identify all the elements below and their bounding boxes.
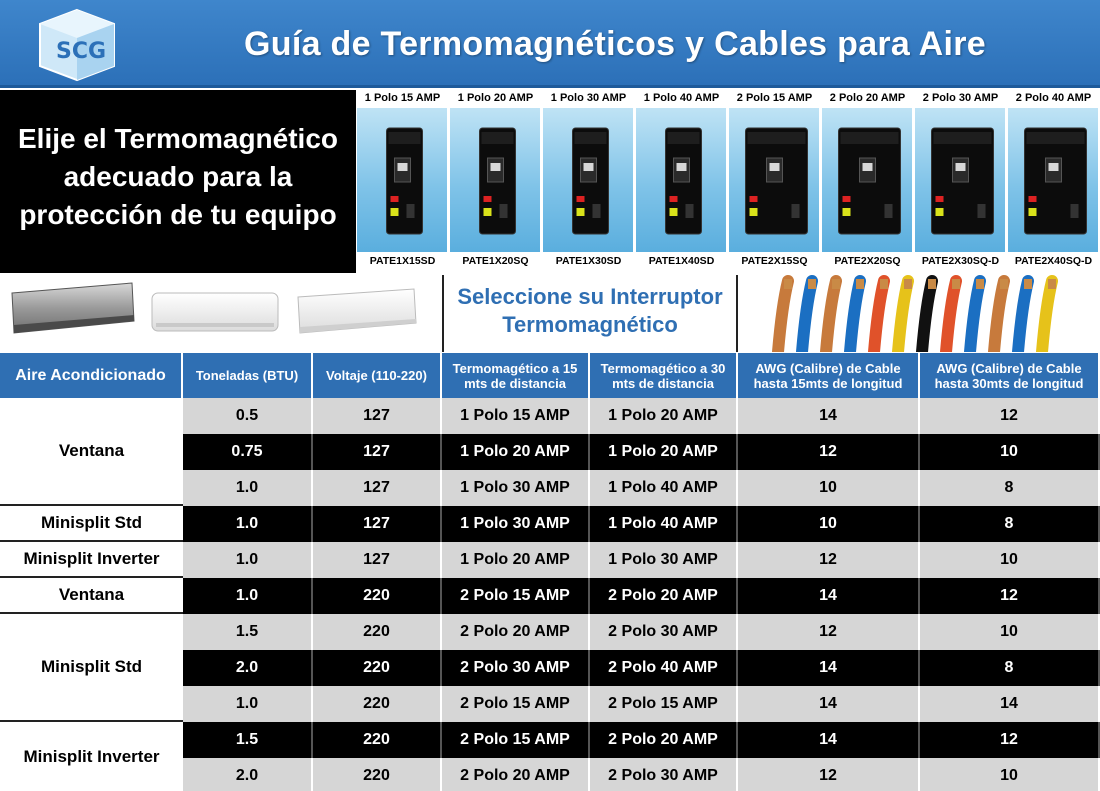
breaker-photo [1008, 108, 1099, 252]
breaker-30m-cell: 1 Polo 20 AMP [590, 434, 738, 470]
breaker-label: 2 Polo 20 AMP [829, 92, 906, 104]
header-banner [0, 0, 1100, 88]
voltage-cell: 127 [313, 470, 442, 506]
table-row [183, 758, 1100, 791]
awg-30m-cell: 8 [920, 470, 1100, 506]
table-row [183, 470, 1100, 506]
cable-wire [850, 279, 864, 352]
logo-letters: SCG [56, 39, 107, 64]
breaker-30m-cell: 1 Polo 40 AMP [590, 506, 738, 542]
awg-15m-cell: 14 [738, 650, 920, 686]
awg-30m-cell: 10 [920, 542, 1100, 578]
awg-15m-cell: 12 [738, 614, 920, 650]
cable-wire [874, 279, 888, 352]
breaker-photo [543, 108, 634, 252]
breaker-photo [450, 108, 541, 252]
awg-15m-cell: 14 [738, 722, 920, 758]
voltage-cell: 220 [313, 758, 442, 791]
breaker-label: 2 Polo 40 AMP [1015, 92, 1092, 104]
breaker-code: PATE1X20SQ [462, 255, 529, 267]
voltage-cell: 127 [313, 506, 442, 542]
table-row [183, 542, 1100, 578]
breaker-30m-cell: 1 Polo 30 AMP [590, 542, 738, 578]
breaker-item [356, 90, 449, 273]
breaker-label: 1 Polo 40 AMP [643, 92, 720, 104]
breaker-icon [636, 108, 727, 252]
header-awg-30m: AWG (Calibre) de Cable hasta 30mts de longitud [920, 353, 1100, 398]
breaker-30m-cell: 2 Polo 30 AMP [590, 614, 738, 650]
ac-type-cell: Minisplit Std [0, 614, 183, 722]
breaker-icon [822, 108, 913, 252]
tons-cell: 2.0 [183, 650, 313, 686]
breaker-code: PATE2X30SQ-D [921, 255, 1000, 267]
cable-wire [922, 279, 936, 352]
breaker-gallery [356, 90, 1100, 273]
breaker-15m-cell: 2 Polo 30 AMP [442, 650, 590, 686]
voltage-cell: 220 [313, 650, 442, 686]
breaker-15m-cell: 1 Polo 30 AMP [442, 470, 590, 506]
breaker-30m-cell: 2 Polo 20 AMP [590, 722, 738, 758]
promo-line: Elije el Termomagnético [17, 123, 339, 154]
cable-wire [778, 279, 792, 352]
breaker-icon [1008, 108, 1099, 252]
awg-15m-cell: 12 [738, 758, 920, 791]
breaker-code: PATE2X15SQ [741, 255, 808, 267]
breaker-icon [729, 108, 820, 252]
breaker-photo [729, 108, 820, 252]
electrical-cables-icon [738, 275, 1100, 352]
promo-panel [0, 90, 356, 273]
awg-30m-cell: 12 [920, 398, 1100, 434]
breaker-item [542, 90, 635, 273]
breaker-item [1007, 90, 1100, 273]
breaker-label: 2 Polo 30 AMP [922, 92, 999, 104]
breaker-icon [450, 108, 541, 252]
ac-type-cell: Ventana [0, 398, 183, 506]
tons-cell: 1.0 [183, 578, 313, 614]
table-row [183, 614, 1100, 650]
breaker-15m-cell: 1 Polo 20 AMP [442, 542, 590, 578]
awg-15m-cell: 14 [738, 578, 920, 614]
tons-cell: 0.5 [183, 398, 313, 434]
tons-cell: 1.5 [183, 722, 313, 758]
tons-cell: 1.5 [183, 614, 313, 650]
breaker-30m-cell: 2 Polo 40 AMP [590, 650, 738, 686]
tons-cell: 1.0 [183, 542, 313, 578]
awg-30m-cell: 12 [920, 722, 1100, 758]
ac-type-cell: Ventana [0, 578, 183, 614]
selector-heading [442, 275, 738, 352]
table-row [183, 650, 1100, 686]
ice-cube-logo-icon [34, 6, 120, 84]
breaker-30m-cell: 2 Polo 30 AMP [590, 758, 738, 791]
breaker-15m-cell: 1 Polo 30 AMP [442, 506, 590, 542]
breaker-code: PATE1X40SD [648, 255, 715, 267]
header-breaker-30m: Termomagético a 30 mts de distancia [590, 353, 738, 398]
breaker-30m-cell: 1 Polo 20 AMP [590, 398, 738, 434]
ac-type-cell: Minisplit Inverter [0, 722, 183, 791]
breaker-photo [636, 108, 727, 252]
header-ac-type: Aire Acondicionado [0, 353, 183, 398]
breaker-15m-cell: 2 Polo 20 AMP [442, 758, 590, 791]
cable-wire [994, 279, 1008, 352]
breaker-photo [915, 108, 1006, 252]
awg-15m-cell: 14 [738, 398, 920, 434]
awg-15m-cell: 10 [738, 470, 920, 506]
breaker-30m-cell: 2 Polo 15 AMP [590, 686, 738, 722]
awg-30m-cell: 14 [920, 686, 1100, 722]
breaker-icon [915, 108, 1006, 252]
breaker-cable-table [0, 353, 1100, 791]
tons-cell: 1.0 [183, 470, 313, 506]
breaker-15m-cell: 2 Polo 15 AMP [442, 686, 590, 722]
table-row [183, 506, 1100, 542]
breaker-30m-cell: 1 Polo 40 AMP [590, 470, 738, 506]
table-row [183, 398, 1100, 434]
breaker-code: PATE2X40SQ-D [1014, 255, 1093, 267]
promo-line: protección de tu equipo [19, 199, 337, 230]
breaker-item [728, 90, 821, 273]
cable-wire [1042, 279, 1056, 352]
selector-line: Termomagnético [502, 312, 678, 337]
awg-15m-cell: 10 [738, 506, 920, 542]
awg-30m-cell: 8 [920, 650, 1100, 686]
air-conditioner-images [0, 275, 442, 352]
table-row [183, 434, 1100, 470]
cable-image [738, 275, 1100, 352]
tons-cell: 1.0 [183, 686, 313, 722]
promo-text [0, 120, 356, 234]
air-conditioner-units-icon [0, 275, 442, 352]
header-voltage: Voltaje (110-220) [313, 353, 442, 398]
awg-15m-cell: 12 [738, 434, 920, 470]
header-breaker-15m: Termomagético a 15 mts de distancia [442, 353, 590, 398]
voltage-cell: 127 [313, 434, 442, 470]
breaker-15m-cell: 1 Polo 15 AMP [442, 398, 590, 434]
breaker-code: PATE1X30SD [555, 255, 622, 267]
promo-line: adecuado para la [63, 161, 293, 192]
cable-wire [970, 279, 984, 352]
white-ac-unit [298, 289, 416, 333]
breaker-30m-cell: 2 Polo 20 AMP [590, 578, 738, 614]
awg-15m-cell: 12 [738, 542, 920, 578]
cable-wire [1018, 279, 1032, 352]
breaker-item [914, 90, 1007, 273]
voltage-cell: 127 [313, 542, 442, 578]
voltage-cell: 220 [313, 722, 442, 758]
breaker-icon [543, 108, 634, 252]
silver-ac-unit [12, 283, 134, 333]
breaker-label: 2 Polo 15 AMP [736, 92, 813, 104]
breaker-label: 1 Polo 30 AMP [550, 92, 627, 104]
breaker-code: PATE2X20SQ [834, 255, 901, 267]
voltage-cell: 220 [313, 578, 442, 614]
awg-30m-cell: 10 [920, 758, 1100, 791]
breaker-photo [822, 108, 913, 252]
awg-30m-cell: 10 [920, 434, 1100, 470]
awg-30m-cell: 12 [920, 578, 1100, 614]
breaker-label: 1 Polo 15 AMP [364, 92, 441, 104]
breaker-code: PATE1X15SD [369, 255, 436, 267]
breaker-photo [357, 108, 448, 252]
tons-cell: 2.0 [183, 758, 313, 791]
breaker-15m-cell: 2 Polo 15 AMP [442, 578, 590, 614]
ac-type-cell: Minisplit Inverter [0, 542, 183, 578]
breaker-label: 1 Polo 20 AMP [457, 92, 534, 104]
tons-cell: 1.0 [183, 506, 313, 542]
awg-30m-cell: 10 [920, 614, 1100, 650]
breaker-icon [357, 108, 448, 252]
breaker-15m-cell: 1 Polo 20 AMP [442, 434, 590, 470]
awg-15m-cell: 14 [738, 686, 920, 722]
tons-cell: 0.75 [183, 434, 313, 470]
breaker-15m-cell: 2 Polo 15 AMP [442, 722, 590, 758]
breaker-item [821, 90, 914, 273]
cable-wire [802, 279, 816, 352]
voltage-cell: 220 [313, 614, 442, 650]
ac-type-cell: Minisplit Std [0, 506, 183, 542]
breaker-15m-cell: 2 Polo 20 AMP [442, 614, 590, 650]
cable-wire [898, 279, 912, 352]
breaker-item [635, 90, 728, 273]
voltage-cell: 220 [313, 686, 442, 722]
header-tons: Toneladas (BTU) [183, 353, 313, 398]
header-awg-15m: AWG (Calibre) de Cable hasta 15mts de longitud [738, 353, 920, 398]
selector-line: Seleccione su Interruptor [457, 284, 723, 309]
table-row [183, 686, 1100, 722]
table-row [183, 722, 1100, 758]
breaker-item [449, 90, 542, 273]
cable-wire [946, 279, 960, 352]
page-title: Guía de Termomagnéticos y Cables para Aire [244, 25, 986, 63]
white-ac-unit [152, 293, 278, 331]
table-row [183, 578, 1100, 614]
voltage-cell: 127 [313, 398, 442, 434]
cable-wire [826, 279, 840, 352]
awg-30m-cell: 8 [920, 506, 1100, 542]
